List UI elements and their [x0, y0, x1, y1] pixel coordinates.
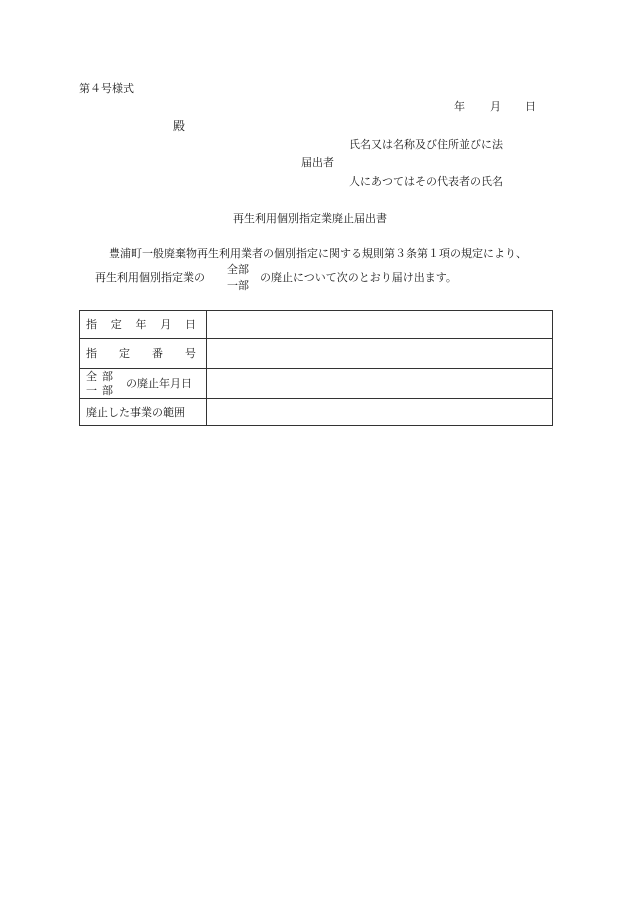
notifier-name-note-line1: 氏名又は名称及び住所並びに法 — [349, 138, 503, 151]
designation-number-field[interactable] — [207, 339, 553, 369]
table-row — [80, 311, 553, 339]
document-title: 再生利用個別指定業廃止届出書 — [233, 212, 387, 225]
notifier-label: 届出者 — [301, 156, 334, 169]
designation-date-field[interactable] — [207, 311, 553, 339]
abolition-choice-all: 全部 — [86, 369, 118, 383]
abolition-choice-part: 一部 — [86, 383, 118, 397]
body-line-2-suffix: の廃止について次のとおり届け出ます。 — [260, 271, 457, 284]
designation-number-label: 指 定 番 号 — [80, 339, 207, 369]
scope-choice-all: 全部 — [227, 263, 249, 276]
form-number: 第４号様式 — [79, 82, 134, 95]
table-row — [80, 339, 553, 369]
table-row — [80, 369, 553, 399]
scope-choice — [223, 262, 253, 294]
abolition-date-label-text: の廃止年月日 — [126, 377, 192, 390]
addressee-suffix: 殿 — [173, 119, 186, 133]
notifier-name-note-line2: 人にあつてはその代表者の氏名 — [349, 175, 503, 188]
abolition-date-field[interactable] — [207, 369, 553, 399]
abolished-scope-field[interactable] — [207, 399, 553, 426]
designation-date-label: 指 定 年 月 日 — [80, 311, 207, 339]
date-day-label: 日 — [525, 100, 536, 113]
date-month-label: 月 — [490, 100, 501, 113]
body-line-2-prefix: 再生利用個別指定業の — [95, 271, 205, 284]
scope-choice-part: 一部 — [227, 279, 249, 292]
notification-table — [79, 310, 553, 426]
abolition-date-label — [80, 369, 207, 399]
abolished-scope-label: 廃止した事業の範囲 — [80, 399, 207, 426]
body-line-1: 豊浦町一般廃棄物再生利用業者の個別指定に関する規則第３条第１項の規定により、 — [109, 247, 527, 260]
table-row — [80, 399, 553, 426]
date-year-label: 年 — [454, 100, 465, 113]
